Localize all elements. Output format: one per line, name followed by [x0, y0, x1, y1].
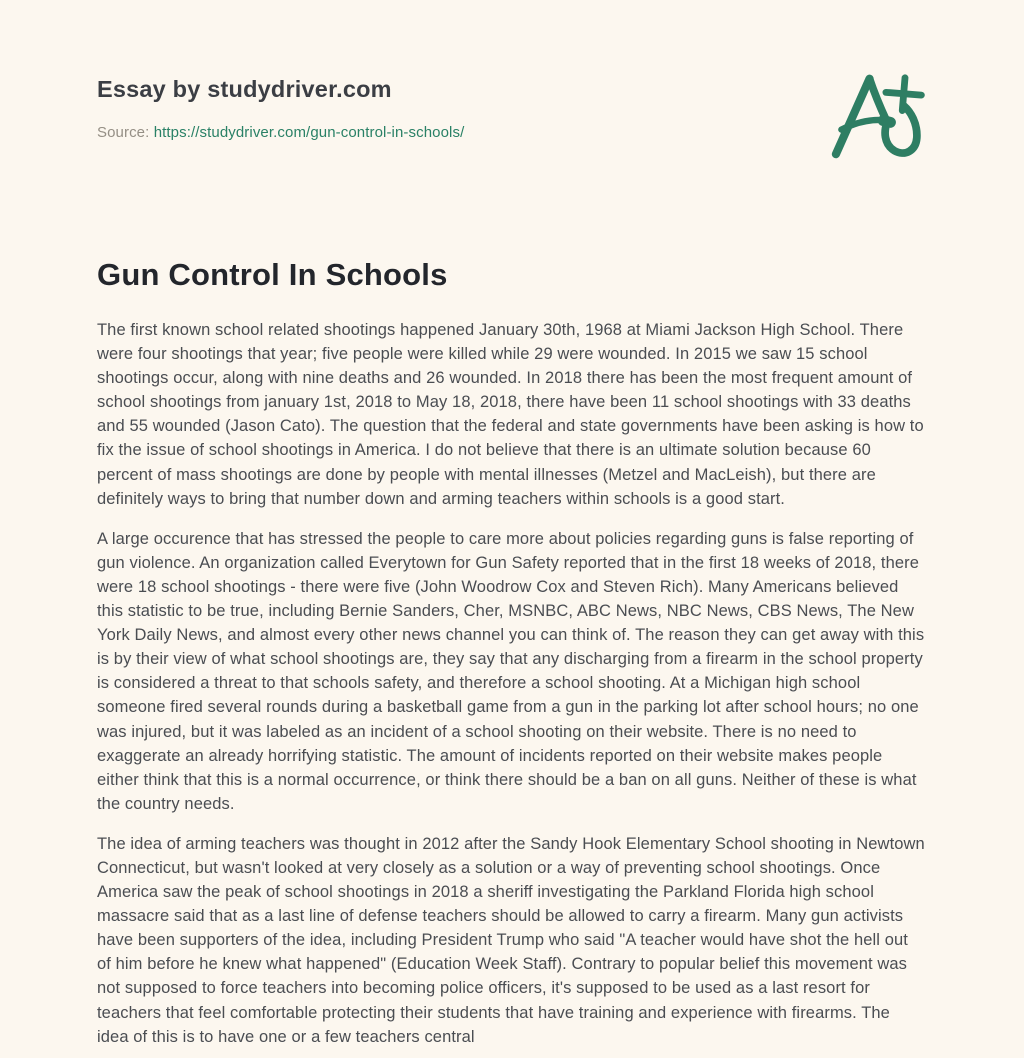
essay-paragraph: A large occurence that has stressed the people to care more about policies regarding guns is false reporting of gun violence. An organization called Everytown for Gun Safety reported that in the first 18 weeks of 2018, there were 18 school shootings - there were five (John Woodrow Cox and Steven Rich). Many Americans believed this statistic to be true, including Bernie Sanders, Cher, MSNBC, ABC News, NBC News, CBS News, The New York Daily News, and almost every other news channel you can think of. The reason they can get away with this is by their view of what school shootings are, they say that any discharging from a firearm in the school property is considered a threat to that schools safety, and therefore a school shooting. At a Michigan high school someone fired several rounds during a basketball game from a gun in the parking lot after school hours; no one was injured, but it was labeled as an incident of a school shooting on their website. There is no need to exaggerate an already horrifying statistic. The amount of incidents reported on their website makes people either think that this is a normal occurrence, or think there should be a ban on all guns. Neither of these is what the country needs.	[97, 529, 925, 813]
source-url-link[interactable]: https://studydriver.com/gun-control-in-schools/	[153, 124, 465, 141]
essay-title: Gun Control In Schools	[97, 257, 448, 292]
source-label: Source:	[97, 124, 150, 141]
source-line	[97, 124, 925, 141]
essay-body	[97, 318, 925, 1049]
content-column	[97, 0, 925, 1058]
site-header-title: Essay by studydriver.com	[97, 76, 392, 102]
essay-paragraph: The idea of arming teachers was thought in 2012 after the Sandy Hook Elementary School shooting in Newtown Connecticut, but wasn't looked at very closely as a solution or a way of preventing school shootings. Once America saw the peak of school shootings in 2018 a sheriff investigating the Parkland Florida high school massacre said that as a last line of defense teachers should be allowed to carry a firearm. Many gun activists have been supporters of the idea, including President Trump who said "A teacher would have shot the hell out of him before he knew what happened" (Education Week Staff). Contrary to popular belief this movement was not supposed to force teachers into becoming police officers, it's supposed to be used as a last resort for teachers that feel comfortable protecting their students that have training and experience with firearms. The idea of this is to have one or a few teachers central	[97, 834, 925, 1046]
essay-paragraph: The first known school related shootings happened January 30th, 1968 at Miami Jackson High School. There were four shootings that year; five people were killed while 29 were wounded. In 2015 we saw 15 school shootings occur, along with nine deaths and 26 wounded. In 2018 there has been the most frequent amount of school shootings from january 1st, 2018 to May 18, 2018, there have been 11 school shootings with 33 deaths and 55 wounded (Jason Cato). The question that the federal and state governments have been asking is how to fix the issue of school shootings in America. I do not believe that there is an ultimate solution because 60 percent of mass shootings are done by people with mental illnesses (Metzel and MacLeish), but there are definitely ways to bring that number down and arming teachers within schools is a good start.	[97, 321, 924, 508]
